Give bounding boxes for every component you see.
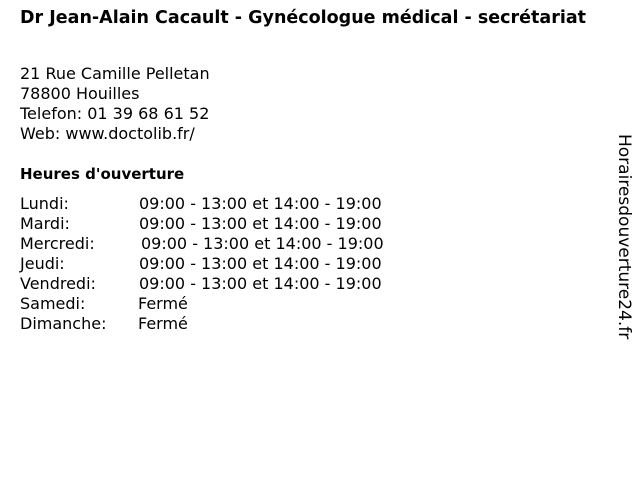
page-title: Dr Jean-Alain Cacault - Gynécologue médical - secrétariat	[20, 8, 587, 28]
closed-label: Fermé	[138, 314, 188, 333]
time-range: 09:00 - 13:00 et 14:00 - 19:00	[139, 254, 382, 273]
time-range: 09:00 - 13:00 et 14:00 - 19:00	[139, 274, 382, 293]
time-range: 09:00 - 13:00 et 14:00 - 19:00	[141, 234, 384, 253]
day-label: Dimanche:	[20, 314, 107, 333]
closed-label: Fermé	[138, 294, 188, 313]
day-label: Jeudi:	[20, 254, 65, 273]
time-range: 09:00 - 13:00 et 14:00 - 19:00	[139, 194, 382, 213]
hours-heading: Heures d'ouverture	[20, 165, 185, 183]
day-label: Mardi:	[20, 214, 70, 233]
street-address: 21 Rue Camille Pelletan	[20, 64, 210, 83]
website: Web: www.doctolib.fr/	[20, 124, 195, 143]
city-postcode: 78800 Houilles	[20, 84, 140, 103]
time-range: 09:00 - 13:00 et 14:00 - 19:00	[139, 214, 382, 233]
day-label: Lundi:	[20, 194, 69, 213]
day-label: Mercredi:	[20, 234, 95, 253]
address-block	[20, 64, 210, 144]
day-label: Vendredi:	[20, 274, 96, 293]
day-label: Samedi:	[20, 294, 86, 313]
site-watermark: Horairesdouverture24.fr	[614, 134, 634, 340]
phone-number: Telefon: 01 39 68 61 52	[20, 104, 210, 123]
